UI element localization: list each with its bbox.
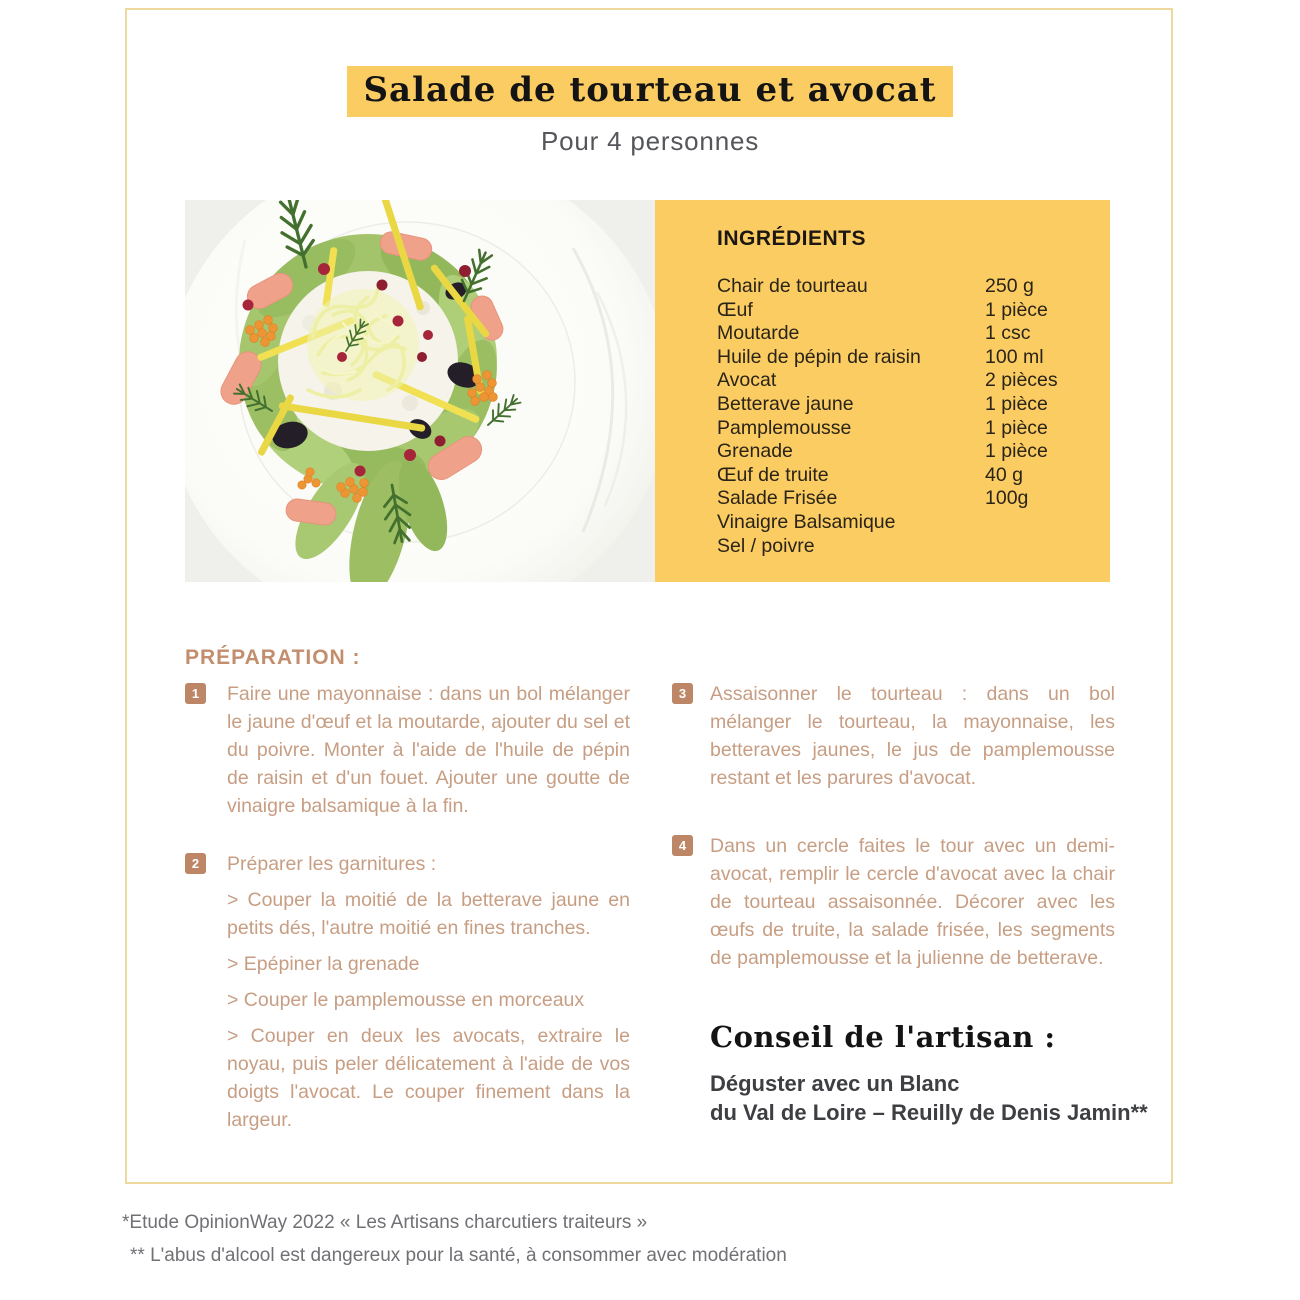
footnote-study: *Etude OpinionWay 2022 « Les Artisans charcutiers traiteurs » <box>122 1212 648 1233</box>
ingredient-name: Vinaigre Balsamique <box>717 510 896 533</box>
title-block <box>0 66 1300 117</box>
preparation-heading: PRÉPARATION : <box>185 646 361 669</box>
ingredient-qty: 100g <box>985 487 1029 510</box>
ingredient-qty <box>985 535 1090 559</box>
step-bullet: > Epépiner la grenade <box>227 953 420 975</box>
ingredient-qty: 40 g <box>985 463 1023 486</box>
ingredient-row <box>717 393 1090 417</box>
preparation-step-4 <box>672 832 1115 972</box>
ingredient-name: Chair de tourteau <box>717 275 868 297</box>
ingredient-row <box>717 299 1090 323</box>
step-bullet: > Couper la moitié de la betterave jaune en petits dés, l'autre moitié en fines tranches. <box>227 889 630 939</box>
dish-photo-illustration <box>185 200 655 582</box>
ingredient-name: Huile de pépin de raisin <box>717 345 921 368</box>
ingredient-row <box>717 464 1090 488</box>
step-number-badge: 4 <box>672 835 693 856</box>
page-title: Salade de tourteau et avocat <box>347 66 952 117</box>
ingredient-qty: 1 pièce <box>985 298 1048 321</box>
step-bullet: > Couper en deux les avocats, extraire le noyau, puis peler délicatement à l'aide de vos doigts l'avocat. Le couper finement dans la largeur. <box>227 1025 630 1131</box>
ingredient-qty: 1 pièce <box>985 392 1048 415</box>
ingredient-name: Moutarde <box>717 322 800 345</box>
ingredient-name: Œuf <box>717 298 753 321</box>
dish-photo <box>185 200 655 582</box>
artisan-advice-line-1: Déguster avec un Blanc <box>710 1071 960 1096</box>
ingredient-name: Pamplemousse <box>717 416 852 439</box>
step-text: Dans un cercle faites le tour avec un demi-avocat, remplir le cercle d'avocat avec la chair de tourteau assaisonnée. Décorer avec les œufs de truite, la salade frisée, les segments de pamplemousse et la julienne de betterave. <box>710 835 1115 969</box>
ingredient-row <box>717 487 1090 511</box>
preparation-step-2 <box>185 850 630 1134</box>
preparation-column-left <box>185 680 630 1134</box>
artisan-advice-text <box>710 1069 1150 1127</box>
ingredient-name: Betterave jaune <box>717 392 854 415</box>
ingredient-qty: 1 pièce <box>985 440 1048 463</box>
ingredient-row <box>717 440 1090 464</box>
step-number-badge: 3 <box>672 683 693 704</box>
ingredient-qty: 1 csc <box>985 322 1031 345</box>
ingredient-name: Grenade <box>717 440 793 463</box>
ingredient-qty <box>985 511 1090 535</box>
ingredient-row <box>717 369 1090 393</box>
ingredients-panel <box>655 200 1110 582</box>
step-bullet: > Couper le pamplemousse en morceaux <box>227 989 585 1011</box>
footnote-alcohol-warning: ** L'abus d'alcool est dangereux pour la santé, à consommer avec modération <box>130 1245 787 1266</box>
ingredient-row <box>717 417 1090 441</box>
ingredient-name: Avocat <box>717 369 777 392</box>
step-text: Assaisonner le tourteau : dans un bol mélanger le tourteau, la mayonnaise, les betteraves jaunes, le jus de pamplemousse restant et les parures d'avocat. <box>710 683 1115 789</box>
ingredient-row <box>717 346 1090 370</box>
ingredient-row <box>717 511 1090 535</box>
ingredient-row <box>717 322 1090 346</box>
ingredient-qty: 100 ml <box>985 345 1044 368</box>
artisan-advice-heading: Conseil de l'artisan : <box>710 1020 1056 1054</box>
step-text: Faire une mayonnaise : dans un bol mélanger le jaune d'œuf et la moutarde, ajouter du sel et du poivre. Monter à l'aide de l'huile de pépin de raisin et d'un fouet. Ajouter une goutte de vinaigre balsamique à la fin. <box>227 683 630 817</box>
ingredients-heading: INGRÉDIENTS <box>717 227 867 250</box>
ingredient-qty: 1 pièce <box>985 416 1048 439</box>
ingredient-name: Œuf de truite <box>717 463 829 486</box>
ingredient-qty: 2 pièces <box>985 369 1058 392</box>
step-number-badge: 1 <box>185 683 206 704</box>
step-text: Préparer les garnitures : <box>227 853 437 875</box>
ingredient-name: Salade Frisée <box>717 487 838 510</box>
preparation-column-right <box>672 680 1115 972</box>
ingredient-row <box>717 275 1090 299</box>
preparation-step-3 <box>672 680 1115 792</box>
artisan-advice-block <box>710 1020 1150 1127</box>
page-subtitle: Pour 4 personnes <box>540 126 760 156</box>
ingredient-row <box>717 535 1090 559</box>
artisan-advice-line-2: du Val de Loire – Reuilly de Denis Jamin** <box>710 1100 1148 1125</box>
ingredient-name: Sel / poivre <box>717 534 815 557</box>
ingredient-qty: 250 g <box>985 275 1034 297</box>
preparation-step-1 <box>185 680 630 820</box>
step-number-badge: 2 <box>185 853 206 874</box>
